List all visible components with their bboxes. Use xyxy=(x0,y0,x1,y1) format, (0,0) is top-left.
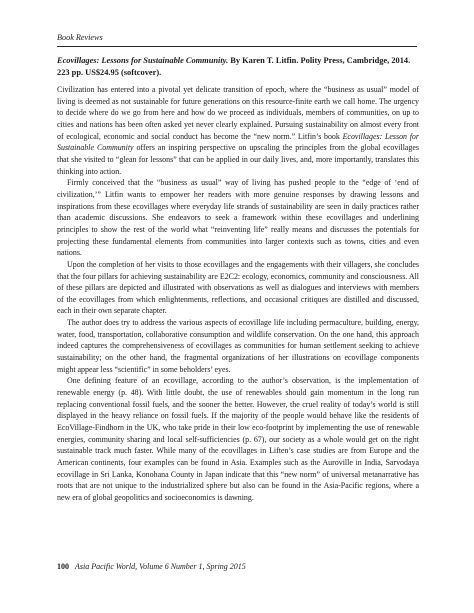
paragraph-text: Firmly conceived that the “business as usual” way of living has pushed people to the “edge of ‘end of civilization,’” Litfin wants to empower her readers with more genuine responses by drawing lessons and inspirations from these ecovillages where everyday life strands of sustainability are seen in daily practices rather than academic discussions. She endeavors to seek a framework within these ecovillages and underlining principles to show the rest of the world what “reinventing life” really means and discusses the potentials for projecting these fundamental elements from communities into larger contexts such as towns, cities and even nations. xyxy=(57,178,419,258)
italic-title-reference: Ecovillages: Lesson for Sustainable Community xyxy=(57,131,419,153)
paragraph-text: Civilization has entered into a pivotal yet delicate transition of epoch, where the “business as usual” model of living is deemed as not sustainable for future generations on this resource-finite earth we call home. The urgency to decide where do we go from here and how do we proceed as individuals, members of communities, on up to cities and nations has been often asked yet never clearly explained. Pursuing sustainability on almost every front of ecological, economic and social conduct has become the “new norm.” Litfin’s book xyxy=(57,85,419,141)
paragraph-text: offers an inspiring perspective on upscaling the principles from the global ecovillages that she visited to “glean for lessons” that can be applied in our daily lives, and, more importantly, translates this thinking into action. xyxy=(57,143,420,176)
paragraph-text: One defining feature of an ecovillage, according to the author’s observation, is the implementation of renewable energy (p. 48). With little doubt, the use of renewables should gain momentum in the long run replacing conventional fossil fuels, and the sooner the better. However, the cruel reality of today’s world is still displayed in the heavy reliance on fossil fuels. If the majority of the people would behave like the residents of EcoVillage-Findhorn in the UK, who take pride in their low eco-footprint by implementing the use of renewable energies, community sharing and local self-sufficiencies (p. 67), our society as a whole would get on the right sustainable track much faster. While many of the ecovillages in Liften’s case studies are from Europe and the American continents, four examples can be found in Asia. Examples such as the Auroville in India, Sarvodaya ecovillage in Sri Lanka, Konohana County in Japan indicate that this “new norm” of universal metanarrative has roots that are not unique to the industrialized sphere but also can be found in the Asia-Pacific regions, where a new era of global geopolitics and socioeconomics is dawning. xyxy=(57,376,419,502)
journal-citation: Asia Pacific World, Volume 6 Number 1, Spring 2015 xyxy=(75,562,246,571)
review-heading xyxy=(57,55,419,78)
body-paragraph xyxy=(57,177,419,259)
body-paragraph xyxy=(57,84,419,177)
paragraph-text: Upon the completion of her visits to those ecovillages and the engagements with their villagers, she concludes that the four pillars for achieving sustainability are E2C2: ecology, economics, community and consciousness. All of these pillars are depicted and illustrated with observations as well as dialogues and interviews with members of the ecovillages from which enlightenments, reflections, and occasional critiques are distilled and discussed, each in their own separate chapter. xyxy=(57,259,419,316)
body-paragraph xyxy=(57,317,419,375)
header-rule xyxy=(57,46,417,47)
page-footer xyxy=(57,562,246,571)
page-number: 100 xyxy=(57,562,69,571)
review-body xyxy=(57,84,419,504)
body-paragraph xyxy=(57,375,419,503)
book-title: Ecovillages: Lessons for Sustainable Community. xyxy=(57,56,229,65)
body-paragraph xyxy=(57,259,419,317)
book-citation: By Karen T. Litfin. Polity Press, Cambridge, 2014. 223 pp. US$24.95 (softcover). xyxy=(57,56,411,77)
paragraph-text: The author does try to address the various aspects of ecovillage life including permaculture, building, energy, water, food, transportation, collaborative consumption and wildlife conservation. On the one hand, this approach indeed captures the comprehensiveness of ecovillages as communities for human settlement seeking to achieve sustainability; on the other hand, the fragmental organizations of her illustrations on ecovillage components might appear less “scientific” in some beholders’ eyes. xyxy=(57,318,419,374)
running-head: Book Reviews xyxy=(57,33,103,42)
